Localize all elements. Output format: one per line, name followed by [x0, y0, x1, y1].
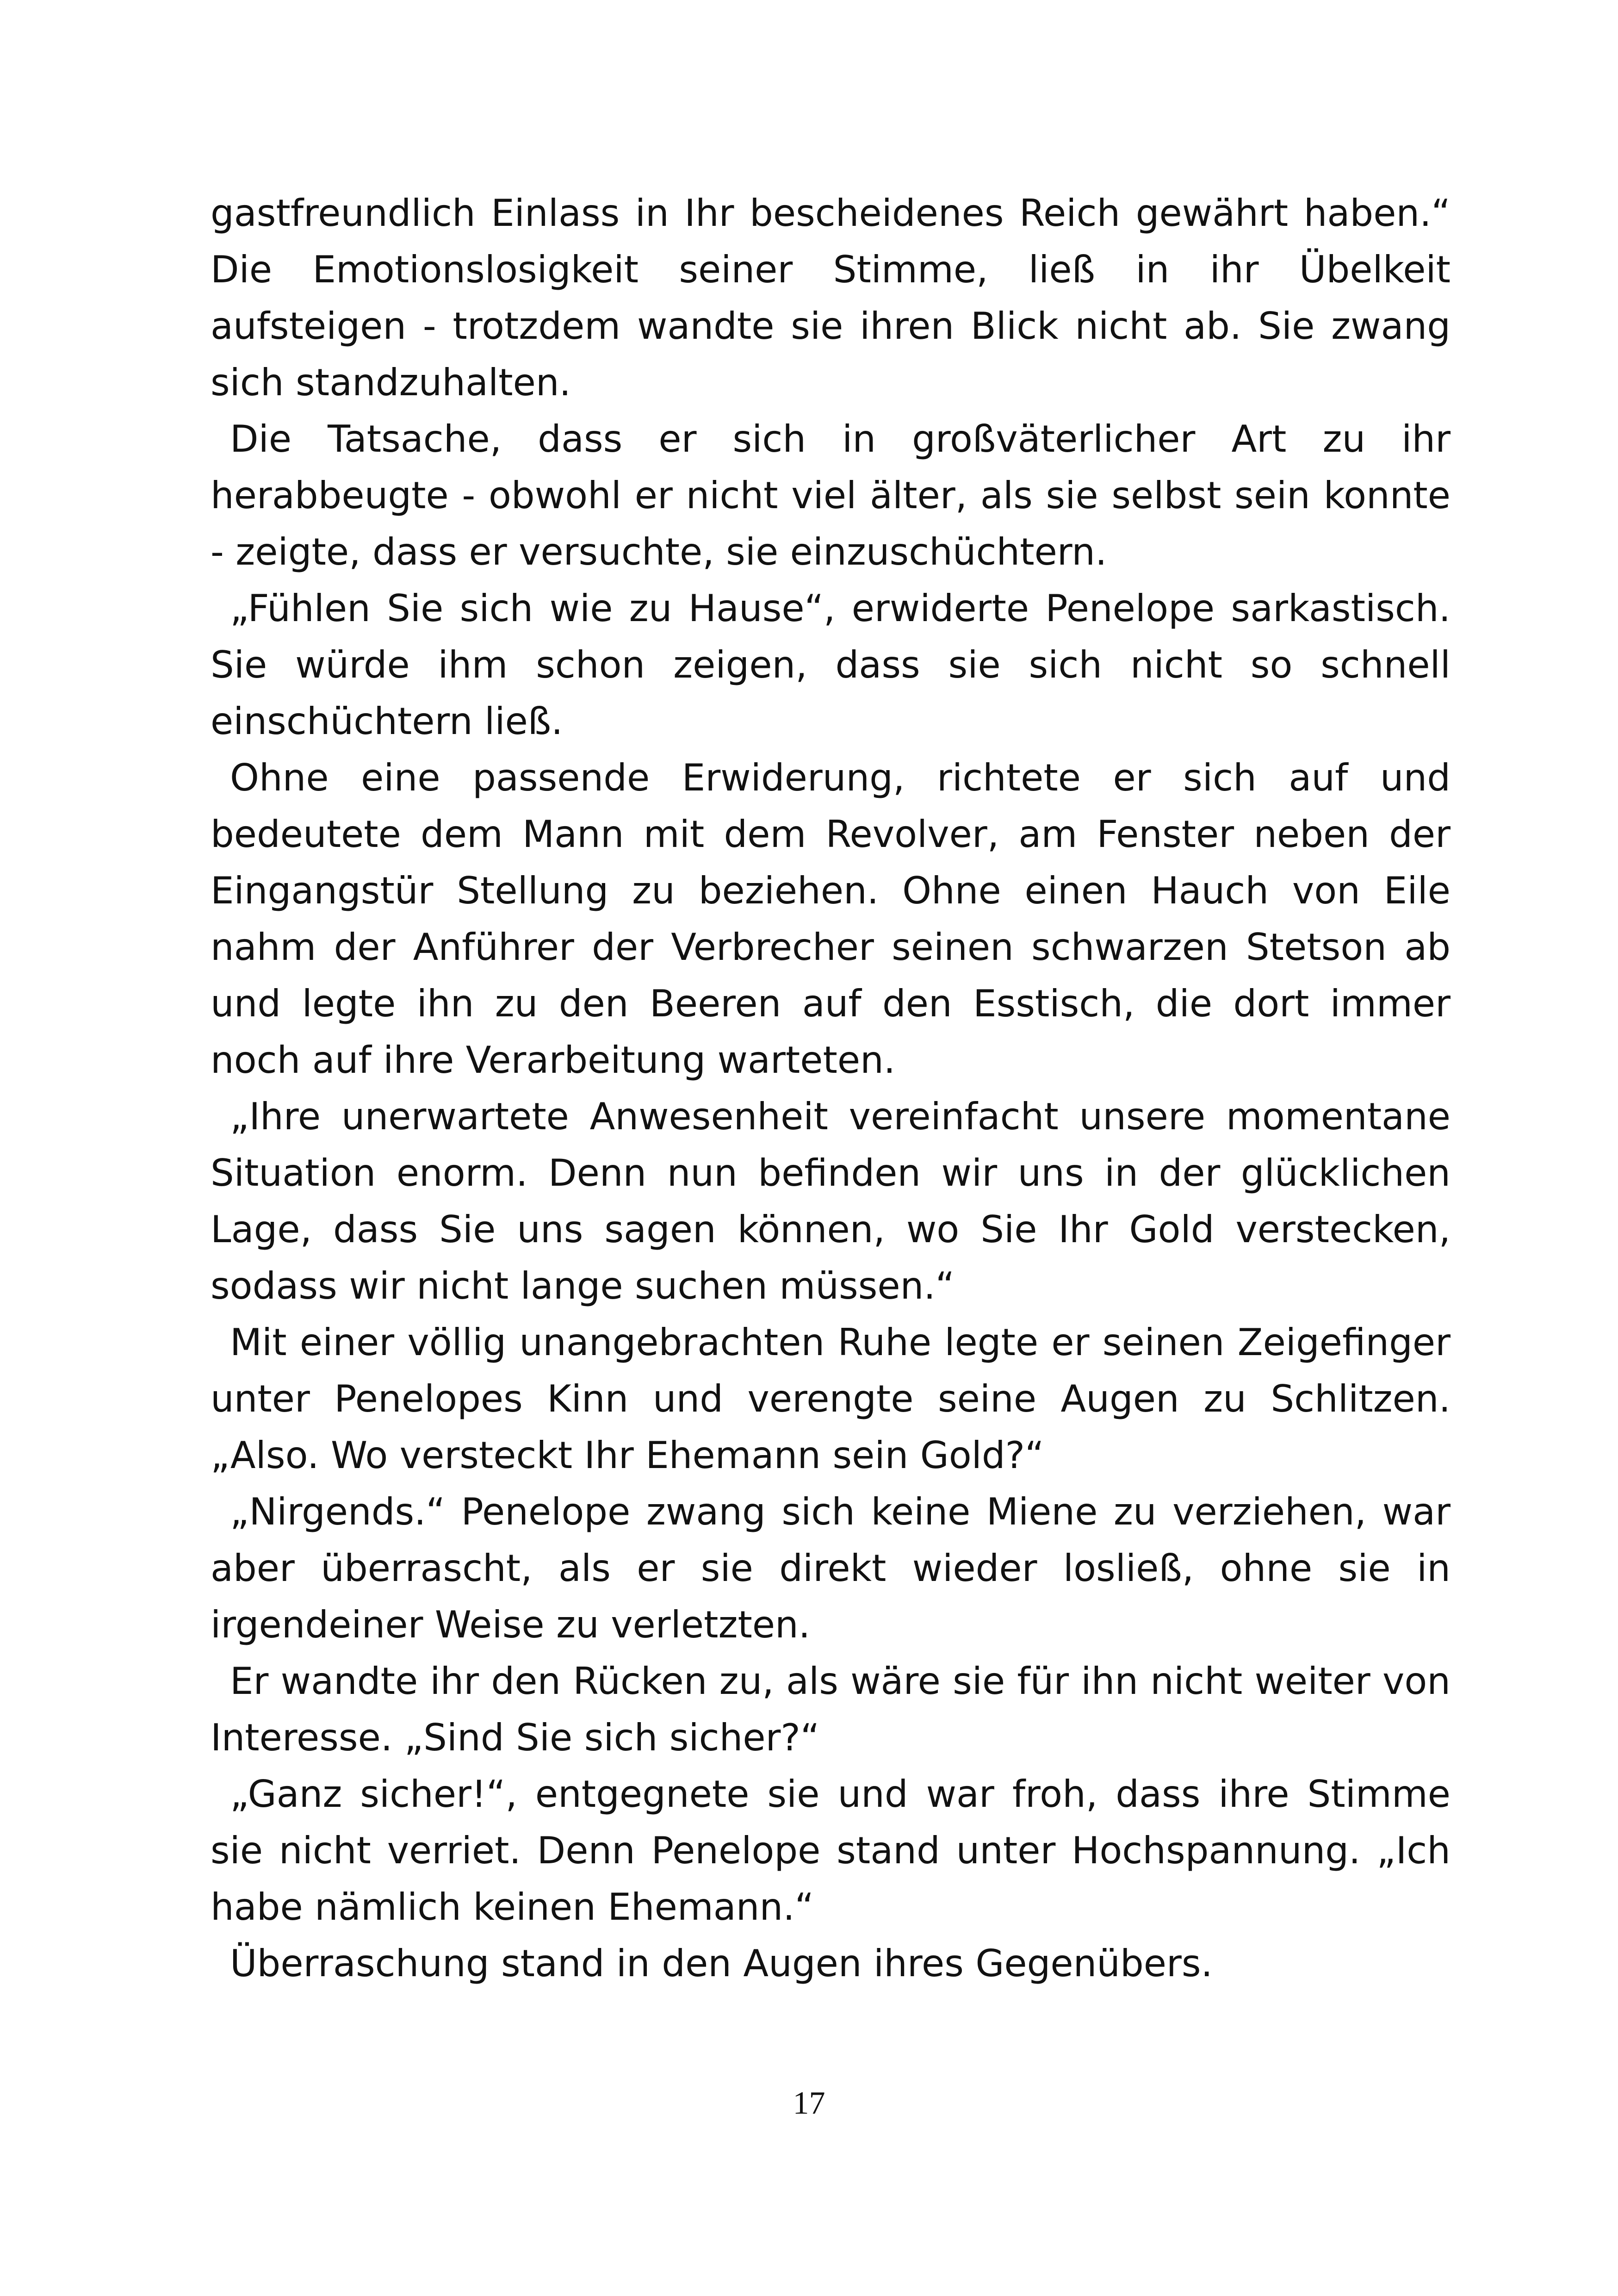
paragraph-9: „Ganz sicher!“, entgegnete sie und war froh, dass ihre Stimme sie nicht verriet. Denn Penelope stand unter Hochspannung. „Ich habe nämlich keinen Ehemann.“: [211, 1773, 1451, 1929]
paragraph-1: gastfreundlich Einlass in Ihr bescheidenes Reich gewährt haben.“ Die Emotionslosigkeit seiner Stimme, ließ in ihr Übelkeit aufsteigen - trotzdem wandte sie ihren Blick nicht ab. Sie zwang sich standzuhalten.: [211, 192, 1451, 404]
paragraph-4: Ohne eine passende Erwiderung, richtete er sich auf und bedeutete dem Mann mit dem Revolver, am Fenster neben der Eingangstür Stellung zu beziehen. Ohne einen Hauch von Eile nahm der Anführer der Verbrecher seinen schwarzen Stetson ab und legte ihn zu den Beeren auf den Esstisch, die dort immer noch auf ihre Verarbeitung warteten.: [211, 756, 1451, 1082]
paragraph-2: Die Tatsache, dass er sich in großväterlicher Art zu ihr herabbeugte - obwohl er nicht viel älter, als sie selbst sein konnte - zeigte, dass er versuchte, sie einzuschüchtern.: [211, 417, 1451, 573]
paragraph-8: Er wandte ihr den Rücken zu, als wäre sie für ihn nicht weiter von Interesse. „Sind Sie sich sicher?“: [211, 1660, 1451, 1759]
page-number: 17: [793, 2085, 825, 2121]
paragraph-7: „Nirgends.“ Penelope zwang sich keine Miene zu verziehen, war aber überrascht, als er sie direkt wieder losließ, ohne sie in irgendeiner Weise zu verletzten.: [211, 1490, 1451, 1646]
body-text: [211, 185, 1451, 1992]
paragraph-3: „Fühlen Sie sich wie zu Hause“, erwiderte Penelope sarkastisch. Sie würde ihm schon zeigen, dass sie sich nicht so schnell einschüchtern ließ.: [211, 587, 1451, 743]
paragraph-10: Überraschung stand in den Augen ihres Gegenübers.: [230, 1942, 1213, 1985]
paragraph-5: „Ihre unerwartete Anwesenheit vereinfacht unsere momentane Situation enorm. Denn nun befinden wir uns in der glücklichen Lage, dass Sie uns sagen können, wo Sie Ihr Gold verstecken, sodass wir nicht lange suchen müssen.“: [211, 1095, 1451, 1307]
paragraph-6: Mit einer völlig unangebrachten Ruhe legte er seinen Zeigefinger unter Penelopes Kinn und verengte seine Augen zu Schlitzen. „Also. Wo versteckt Ihr Ehemann sein Gold?“: [211, 1321, 1451, 1477]
